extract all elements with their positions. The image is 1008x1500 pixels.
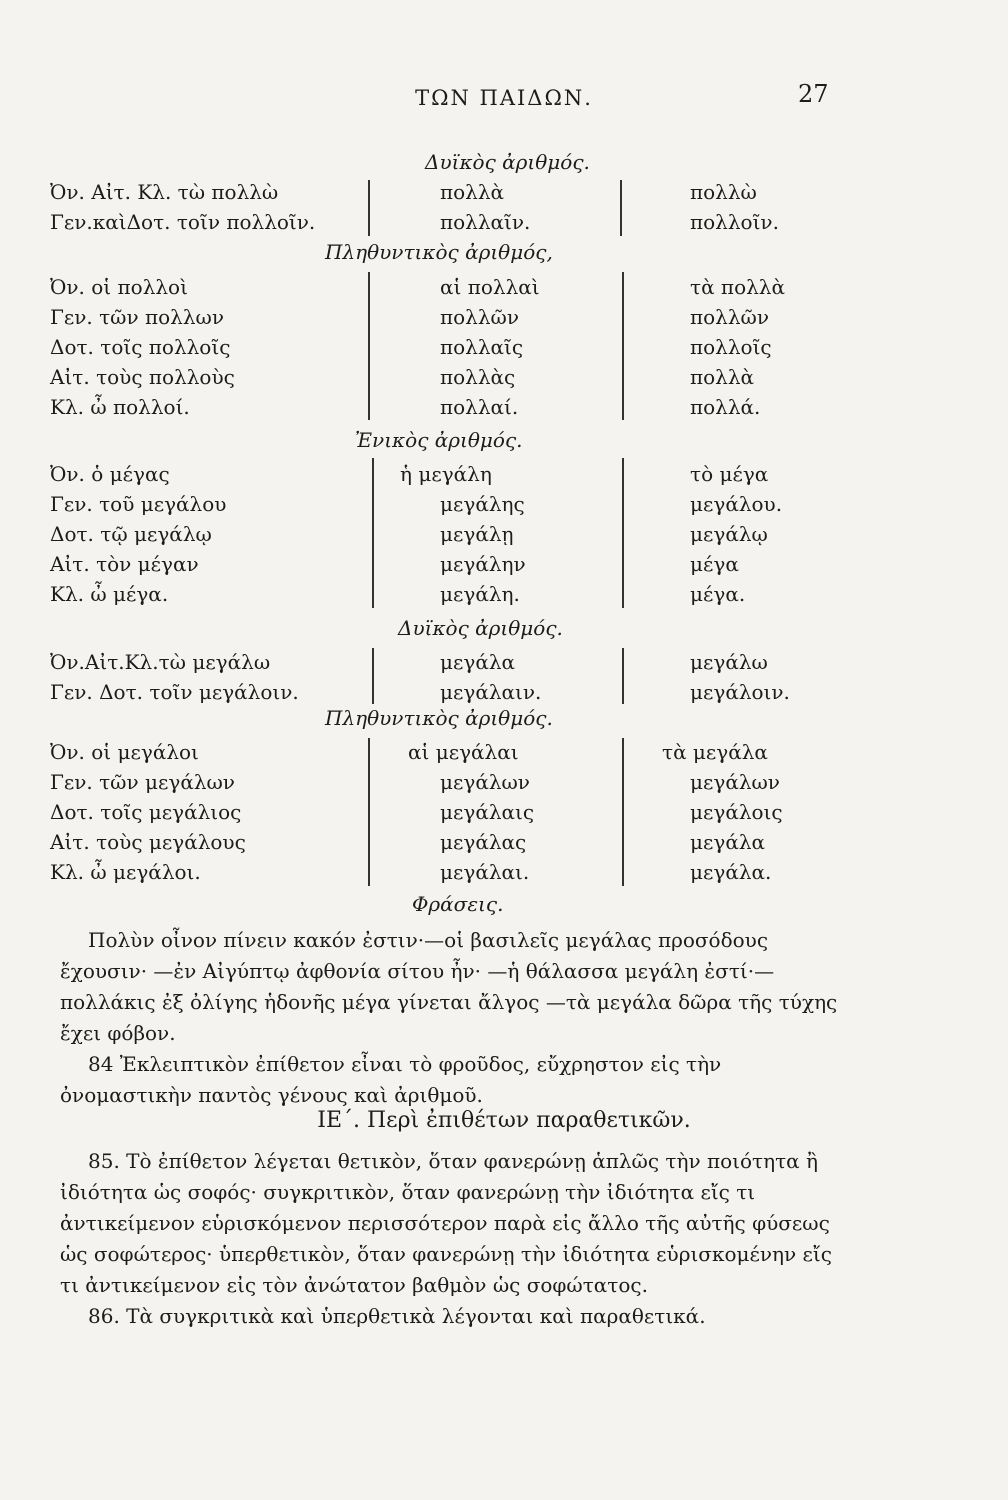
paragraph-86: 86. Τὰ συγκριτικὰ καὶ ὑπερθετικὰ λέγονται καὶ παραθετικά. [88,1304,706,1328]
cell-neut: μεγάλοις [690,800,783,824]
cell-fem: πολλαῖς [440,335,524,359]
cell-masc: Κλ. ὦ μέγα. [50,582,169,606]
cell-fem: μεγάλαις [440,800,535,824]
cell-fem: μεγάλη. [440,582,520,606]
table-row [0,800,1008,830]
cell-neut: τὸ μέγα [690,462,769,486]
cell-fem: μεγάλα [440,650,515,674]
cell-neut: μεγάλου. [690,492,783,516]
cell-fem: πολλῶν [440,305,520,329]
body-paragraphs [60,1146,840,1332]
cell-fem: πολλὰς [440,365,516,389]
phrases-text: Πολὺν οἶνον πίνειν κακόν ἐστιν·—οἱ βασιλεῖς μεγάλας προσόδους ἔχουσιν· —ἐν Αἰγύπτῳ ἀφθονία σίτου ἦν· —ἡ θάλασσα μεγάλη ἐστί·—πολλάκις ἐξ ὀλίγης ἡδονῆς μέγα γίνεται ἄλγος —τὰ μεγάλα δῶρα τῆς τύχης ἔχει φόβον. [60,928,838,1045]
cell-fem: αἱ μεγάλαι [408,740,519,764]
cell-neut: μεγάλω [690,650,768,674]
cell-neut: μεγάλα. [690,860,772,884]
table-row [0,275,1008,305]
cell-fem: πολλαί. [440,395,519,419]
page-number: 27 [798,80,829,108]
cell-fem: μεγάλην [440,552,526,576]
section-heading-singular: Ἐνικὸς ἀριθμός. [355,428,523,452]
cell-neut: μεγάλων [690,770,780,794]
column-divider [372,458,374,608]
section-heading-dual-2: Δυϊκὸς ἀριθμός. [398,616,563,640]
column-divider [622,738,624,886]
running-head: ΤΩΝ ΠΑΙΔΩΝ. [415,86,593,110]
table-row [0,305,1008,335]
cell-neut: τὰ μεγάλα [662,740,768,764]
column-divider [372,648,374,704]
cell-fem: αἱ πολλαὶ [440,275,540,299]
section-heading-dual-1: Δυϊκὸς ἀριθμός. [425,150,590,174]
column-divider [368,180,370,236]
table-row [0,335,1008,365]
section-heading-plural-2: Πληθυντικὸς ἀριθμός. [325,706,553,730]
cell-masc: Ὀν.Αἰτ.Κλ.τὼ μεγάλω [50,650,271,674]
cell-masc: Γεν. τοῦ μεγάλου [50,492,227,516]
cell-masc: Δοτ. τοῖς πολλοῖς [50,335,231,359]
cell-neut: πολλά. [690,395,761,419]
table-row [0,552,1008,582]
column-divider [622,272,624,420]
cell-masc: Ὀν. οἱ μεγάλοι [50,740,199,764]
column-divider [622,648,624,704]
cell-neut: πολλοῖς [690,335,772,359]
table-row [0,210,1008,240]
cell-neut: πολλὼ [690,180,757,204]
cell-neut: μέγα [690,552,739,576]
cell-fem: μεγάλαιν. [440,680,542,704]
cell-masc: Ὀν. Αἰτ. Κλ. τὼ πολλὼ [50,180,279,204]
paragraph-84: 84 Ἐκλειπτικὸν ἐπίθετον εἶναι τὸ φροῦδος, εὔχρηστον εἰς τὴν ὀνομαστικὴν παντὸς γένους καὶ ἀριθμοῦ. [60,1052,722,1107]
section-title: ΙΕ΄. Περὶ ἐπιθέτων παραθετικῶν. [317,1108,691,1133]
table-row [0,365,1008,395]
cell-neut: τὰ πολλὰ [690,275,785,299]
cell-masc: Γεν.καὶΔοτ. τοῖν πολλοῖν. [50,210,316,234]
phrases-paragraph [60,925,840,1111]
cell-masc: Αἰτ. τοὺς πολλοὺς [50,365,235,389]
cell-neut: πολλὰ [690,365,755,389]
column-divider [620,180,622,236]
cell-fem: μεγάλων [440,770,530,794]
column-divider [368,738,370,886]
table-row [0,180,1008,210]
table-row [0,582,1008,612]
cell-masc: Αἰτ. τοὺς μεγάλους [50,830,246,854]
paragraph-85: 85. Τὸ ἐπίθετον λέγεται θετικὸν, ὅταν φανερώνῃ ἁπλῶς τὴν ποιότητα ἢ ἰδιότητα ὡς σοφός· συγκριτικὸν, ὅταν φανερώνῃ τὴν ἰδιότητα εἴς τι ἀντικείμενον εὑρισκόμενον περισσότερον παρὰ εἰς ἄλλο τῆς αὐτῆς φύσεως ὡς σοφώτερος· ὑπερθετικὸν, ὅταν φανερώνῃ τὴν ἰδιότητα εὑρισκομένην εἴς τι ἀντικείμενον εἰς τὸν ἀνώτατον βαθμὸν ὡς σοφώτατος. [60,1149,832,1297]
cell-masc: Δοτ. τοῖς μεγάλιος [50,800,242,824]
table-row [0,650,1008,680]
column-divider [622,458,624,608]
table-row [0,462,1008,492]
cell-masc: Ὀν. οἱ πολλοὶ [50,275,188,299]
cell-neut: μέγα. [690,582,746,606]
cell-neut: πολλοῖν. [690,210,779,234]
cell-fem: μεγάλας [440,830,527,854]
cell-masc: Γεν. τῶν πολλων [50,305,225,329]
cell-masc: Ὀν. ὁ μέγας [50,462,170,486]
table-row [0,395,1008,425]
table-row [0,522,1008,552]
cell-fem: πολλὰ [440,180,505,204]
section-heading-plural-1: Πληθυντικὸς ἀριθμός, [325,240,553,264]
cell-neut: μεγάλοιν. [690,680,790,704]
cell-masc: Γεν. τῶν μεγάλων [50,770,235,794]
column-divider [368,272,370,420]
cell-masc: Δοτ. τῷ μεγάλῳ [50,522,212,546]
cell-masc: Αἰτ. τὸν μέγαν [50,552,199,576]
cell-neut: μεγάλα [690,830,765,854]
cell-fem: πολλαῖν. [440,210,531,234]
table-row [0,830,1008,860]
cell-neut: πολλῶν [690,305,770,329]
cell-fem: ἡ μεγάλη [400,462,492,486]
cell-masc: Γεν. Δοτ. τοῖν μεγάλοιν. [50,680,299,704]
cell-masc: Κλ. ὦ μεγάλοι. [50,860,201,884]
cell-fem: μεγάλης [440,492,525,516]
table-row [0,740,1008,770]
cell-fem: μεγάλῃ [440,522,514,546]
phrases-heading: Φράσεις. [412,892,504,916]
cell-masc: Κλ. ὦ πολλοί. [50,395,190,419]
table-row [0,492,1008,522]
cell-neut: μεγάλῳ [690,522,768,546]
cell-fem: μεγάλαι. [440,860,530,884]
table-row [0,770,1008,800]
table-row [0,860,1008,890]
